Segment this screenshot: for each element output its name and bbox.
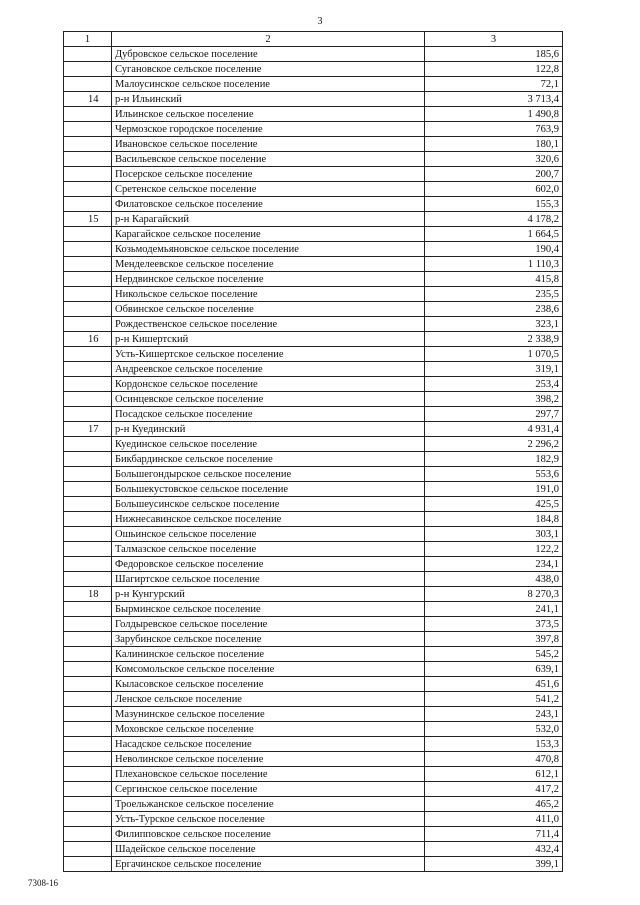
row-value-cell: 438,0 [425, 572, 563, 587]
row-value-cell: 541,2 [425, 692, 563, 707]
row-name-cell: Рождественское сельское поселение [112, 317, 425, 332]
table-row [64, 107, 563, 122]
row-value-cell: 303,1 [425, 527, 563, 542]
table-row [64, 137, 563, 152]
row-value-cell: 2 338,9 [425, 332, 563, 347]
table-row [64, 77, 563, 92]
row-name-cell: Калининское сельское поселение [112, 647, 425, 662]
table-row [64, 422, 563, 437]
row-number-cell [64, 662, 112, 677]
row-name-cell: Неволинское сельское поселение [112, 752, 425, 767]
row-value-cell: 639,1 [425, 662, 563, 677]
table-row [64, 512, 563, 527]
row-name-cell: Шагиртское сельское поселение [112, 572, 425, 587]
table-row [64, 782, 563, 797]
row-number-cell [64, 197, 112, 212]
table-row [64, 287, 563, 302]
table-row [64, 722, 563, 737]
row-number-cell [64, 857, 112, 872]
row-value-cell: 532,0 [425, 722, 563, 737]
column-header-number: 1 [64, 32, 112, 47]
row-number-cell [64, 602, 112, 617]
table-row [64, 527, 563, 542]
row-name-cell: Никольское сельское поселение [112, 287, 425, 302]
row-name-cell: Большеусинское сельское поселение [112, 497, 425, 512]
row-value-cell: 432,4 [425, 842, 563, 857]
row-number-cell [64, 62, 112, 77]
row-name-cell: Куединское сельское поселение [112, 437, 425, 452]
table-row [64, 437, 563, 452]
row-name-cell: Малоусинское сельское поселение [112, 77, 425, 92]
table-row [64, 827, 563, 842]
row-value-cell: 323,1 [425, 317, 563, 332]
table-row [64, 647, 563, 662]
row-value-cell: 4 178,2 [425, 212, 563, 227]
table-row [64, 197, 563, 212]
table-row [64, 797, 563, 812]
row-value-cell: 1 070,5 [425, 347, 563, 362]
row-name-cell: Нердвинское сельское поселение [112, 272, 425, 287]
row-value-cell: 465,2 [425, 797, 563, 812]
table-row [64, 392, 563, 407]
row-name-cell: Усть-Кишертское сельское поселение [112, 347, 425, 362]
row-value-cell: 185,6 [425, 47, 563, 62]
row-value-cell: 417,2 [425, 782, 563, 797]
row-name-cell: Осинцевское сельское поселение [112, 392, 425, 407]
row-name-cell: р-н Карагайский [112, 212, 425, 227]
row-name-cell: Усть-Турское сельское поселение [112, 812, 425, 827]
row-value-cell: 398,2 [425, 392, 563, 407]
row-value-cell: 122,2 [425, 542, 563, 557]
row-name-cell: Менделеевское сельское поселение [112, 257, 425, 272]
row-value-cell: 153,3 [425, 737, 563, 752]
row-value-cell: 238,6 [425, 302, 563, 317]
table-row [64, 632, 563, 647]
row-number-cell [64, 527, 112, 542]
row-name-cell: Бырминское сельское поселение [112, 602, 425, 617]
row-number-cell: 14 [64, 92, 112, 107]
table-row [64, 332, 563, 347]
row-name-cell: Кордонское сельское поселение [112, 377, 425, 392]
row-number-cell [64, 227, 112, 242]
row-name-cell: Насадское сельское поселение [112, 737, 425, 752]
row-name-cell: Комсомольское сельское поселение [112, 662, 425, 677]
row-number-cell [64, 647, 112, 662]
row-name-cell: Ленское сельское поселение [112, 692, 425, 707]
row-name-cell: р-н Кишертский [112, 332, 425, 347]
row-number-cell [64, 512, 112, 527]
table-row [64, 812, 563, 827]
row-name-cell: Ергачинское сельское поселение [112, 857, 425, 872]
row-value-cell: 1 664,5 [425, 227, 563, 242]
row-name-cell: Сретенское сельское поселение [112, 182, 425, 197]
row-value-cell: 612,1 [425, 767, 563, 782]
row-number-cell [64, 437, 112, 452]
row-name-cell: Федоровское сельское поселение [112, 557, 425, 572]
table-row [64, 857, 563, 872]
row-value-cell: 200,7 [425, 167, 563, 182]
row-name-cell: Шадейское сельское поселение [112, 842, 425, 857]
row-number-cell [64, 137, 112, 152]
row-name-cell: Чермозское городское поселение [112, 122, 425, 137]
row-number-cell [64, 467, 112, 482]
row-number-cell [64, 407, 112, 422]
row-name-cell: Голдыревское сельское поселение [112, 617, 425, 632]
row-name-cell: р-н Ильинский [112, 92, 425, 107]
table-row [64, 737, 563, 752]
row-number-cell [64, 392, 112, 407]
table-row [64, 692, 563, 707]
row-number-cell [64, 482, 112, 497]
row-value-cell: 182,9 [425, 452, 563, 467]
row-value-cell: 711,4 [425, 827, 563, 842]
row-value-cell: 602,0 [425, 182, 563, 197]
page-number: 3 [317, 16, 323, 27]
table-row [64, 707, 563, 722]
row-number-cell [64, 182, 112, 197]
row-name-cell: Филипповское сельское поселение [112, 827, 425, 842]
row-name-cell: Бикбардинское сельское поселение [112, 452, 425, 467]
row-number-cell [64, 767, 112, 782]
row-number-cell [64, 452, 112, 467]
table-row [64, 557, 563, 572]
row-name-cell: р-н Куединский [112, 422, 425, 437]
row-name-cell: Кыласовское сельское поселение [112, 677, 425, 692]
table-row [64, 272, 563, 287]
table-row [64, 542, 563, 557]
table-row [64, 467, 563, 482]
row-value-cell: 425,5 [425, 497, 563, 512]
row-name-cell: Плехановское сельское поселение [112, 767, 425, 782]
row-number-cell [64, 152, 112, 167]
table-row [64, 752, 563, 767]
table-row [64, 212, 563, 227]
row-name-cell: Моховское сельское поселение [112, 722, 425, 737]
row-value-cell: 373,5 [425, 617, 563, 632]
row-name-cell: Ильинское сельское поселение [112, 107, 425, 122]
table-row [64, 452, 563, 467]
row-name-cell: Филатовское сельское поселение [112, 197, 425, 212]
row-value-cell: 72,1 [425, 77, 563, 92]
row-name-cell: р-н Кунгурский [112, 587, 425, 602]
row-value-cell: 1 490,8 [425, 107, 563, 122]
row-value-cell: 234,1 [425, 557, 563, 572]
row-number-cell [64, 317, 112, 332]
table-row [64, 152, 563, 167]
row-number-cell: 15 [64, 212, 112, 227]
row-value-cell: 319,1 [425, 362, 563, 377]
distribution-table [63, 31, 563, 872]
table-row [64, 302, 563, 317]
row-value-cell: 2 296,2 [425, 437, 563, 452]
row-value-cell: 184,8 [425, 512, 563, 527]
table-row [64, 767, 563, 782]
table-row [64, 62, 563, 77]
row-value-cell: 241,1 [425, 602, 563, 617]
row-name-cell: Сергинское сельское поселение [112, 782, 425, 797]
row-number-cell: 18 [64, 587, 112, 602]
row-name-cell: Андреевское сельское поселение [112, 362, 425, 377]
row-name-cell: Козьмодемьяновское сельское поселение [112, 242, 425, 257]
row-value-cell: 180,1 [425, 137, 563, 152]
row-name-cell: Сугановское сельское поселение [112, 62, 425, 77]
row-value-cell: 553,6 [425, 467, 563, 482]
table-row [64, 617, 563, 632]
row-value-cell: 3 713,4 [425, 92, 563, 107]
row-value-cell: 545,2 [425, 647, 563, 662]
row-number-cell [64, 737, 112, 752]
table-row [64, 572, 563, 587]
row-number-cell: 17 [64, 422, 112, 437]
row-value-cell: 470,8 [425, 752, 563, 767]
table-row [64, 317, 563, 332]
table-row [64, 662, 563, 677]
row-number-cell [64, 842, 112, 857]
row-number-cell [64, 707, 112, 722]
row-name-cell: Мазунинское сельское поселение [112, 707, 425, 722]
row-number-cell [64, 572, 112, 587]
row-number-cell [64, 752, 112, 767]
row-value-cell: 155,3 [425, 197, 563, 212]
row-value-cell: 4 931,4 [425, 422, 563, 437]
row-value-cell: 763,9 [425, 122, 563, 137]
row-value-cell: 415,8 [425, 272, 563, 287]
row-name-cell: Васильевское сельское поселение [112, 152, 425, 167]
table-row [64, 497, 563, 512]
row-number-cell [64, 47, 112, 62]
row-value-cell: 320,6 [425, 152, 563, 167]
row-value-cell: 451,6 [425, 677, 563, 692]
column-header-name: 2 [112, 32, 425, 47]
row-name-cell: Ошьинское сельское поселение [112, 527, 425, 542]
row-number-cell [64, 542, 112, 557]
row-number-cell [64, 677, 112, 692]
table-row [64, 242, 563, 257]
row-name-cell: Карагайское сельское поселение [112, 227, 425, 242]
row-name-cell: Большекустовское сельское поселение [112, 482, 425, 497]
row-number-cell [64, 557, 112, 572]
row-number-cell [64, 107, 112, 122]
row-value-cell: 399,1 [425, 857, 563, 872]
row-number-cell [64, 122, 112, 137]
table-header-row [64, 32, 563, 47]
row-number-cell [64, 632, 112, 647]
row-value-cell: 1 110,3 [425, 257, 563, 272]
row-value-cell: 397,8 [425, 632, 563, 647]
table-row [64, 227, 563, 242]
column-header-value: 3 [425, 32, 563, 47]
row-number-cell [64, 362, 112, 377]
row-number-cell [64, 722, 112, 737]
row-value-cell: 411,0 [425, 812, 563, 827]
row-number-cell: 16 [64, 332, 112, 347]
row-name-cell: Ивановское сельское поселение [112, 137, 425, 152]
row-value-cell: 235,5 [425, 287, 563, 302]
table-row [64, 182, 563, 197]
row-value-cell: 8 270,3 [425, 587, 563, 602]
row-name-cell: Дубровское сельское поселение [112, 47, 425, 62]
row-number-cell [64, 692, 112, 707]
table-row [64, 602, 563, 617]
table-row [64, 362, 563, 377]
row-name-cell: Посадское сельское поселение [112, 407, 425, 422]
table-row [64, 587, 563, 602]
table-row [64, 377, 563, 392]
row-number-cell [64, 377, 112, 392]
row-name-cell: Обвинское сельское поселение [112, 302, 425, 317]
row-name-cell: Зарубинское сельское поселение [112, 632, 425, 647]
table-row [64, 122, 563, 137]
row-number-cell [64, 827, 112, 842]
row-number-cell [64, 167, 112, 182]
row-number-cell [64, 257, 112, 272]
row-value-cell: 122,8 [425, 62, 563, 77]
row-name-cell: Большегондырское сельское поселение [112, 467, 425, 482]
row-number-cell [64, 782, 112, 797]
row-number-cell [64, 812, 112, 827]
row-number-cell [64, 242, 112, 257]
row-value-cell: 190,4 [425, 242, 563, 257]
table-row [64, 407, 563, 422]
row-number-cell [64, 797, 112, 812]
table-row [64, 347, 563, 362]
table-row [64, 677, 563, 692]
table-row [64, 257, 563, 272]
table-row [64, 482, 563, 497]
row-number-cell [64, 617, 112, 632]
row-number-cell [64, 77, 112, 92]
table-row [64, 47, 563, 62]
row-name-cell: Посерское сельское поселение [112, 167, 425, 182]
row-value-cell: 297,7 [425, 407, 563, 422]
row-name-cell: Талмазское сельское поселение [112, 542, 425, 557]
table-row [64, 167, 563, 182]
row-name-cell: Троельжанское сельское поселение [112, 797, 425, 812]
row-number-cell [64, 287, 112, 302]
table-row [64, 842, 563, 857]
row-value-cell: 191,0 [425, 482, 563, 497]
row-value-cell: 253,4 [425, 377, 563, 392]
row-number-cell [64, 302, 112, 317]
table-body [64, 47, 563, 872]
row-number-cell [64, 272, 112, 287]
footer-document-code: 7308-16 [28, 878, 58, 888]
row-number-cell [64, 347, 112, 362]
row-number-cell [64, 497, 112, 512]
row-value-cell: 243,1 [425, 707, 563, 722]
row-name-cell: Нижнесавинское сельское поселение [112, 512, 425, 527]
table-row [64, 92, 563, 107]
